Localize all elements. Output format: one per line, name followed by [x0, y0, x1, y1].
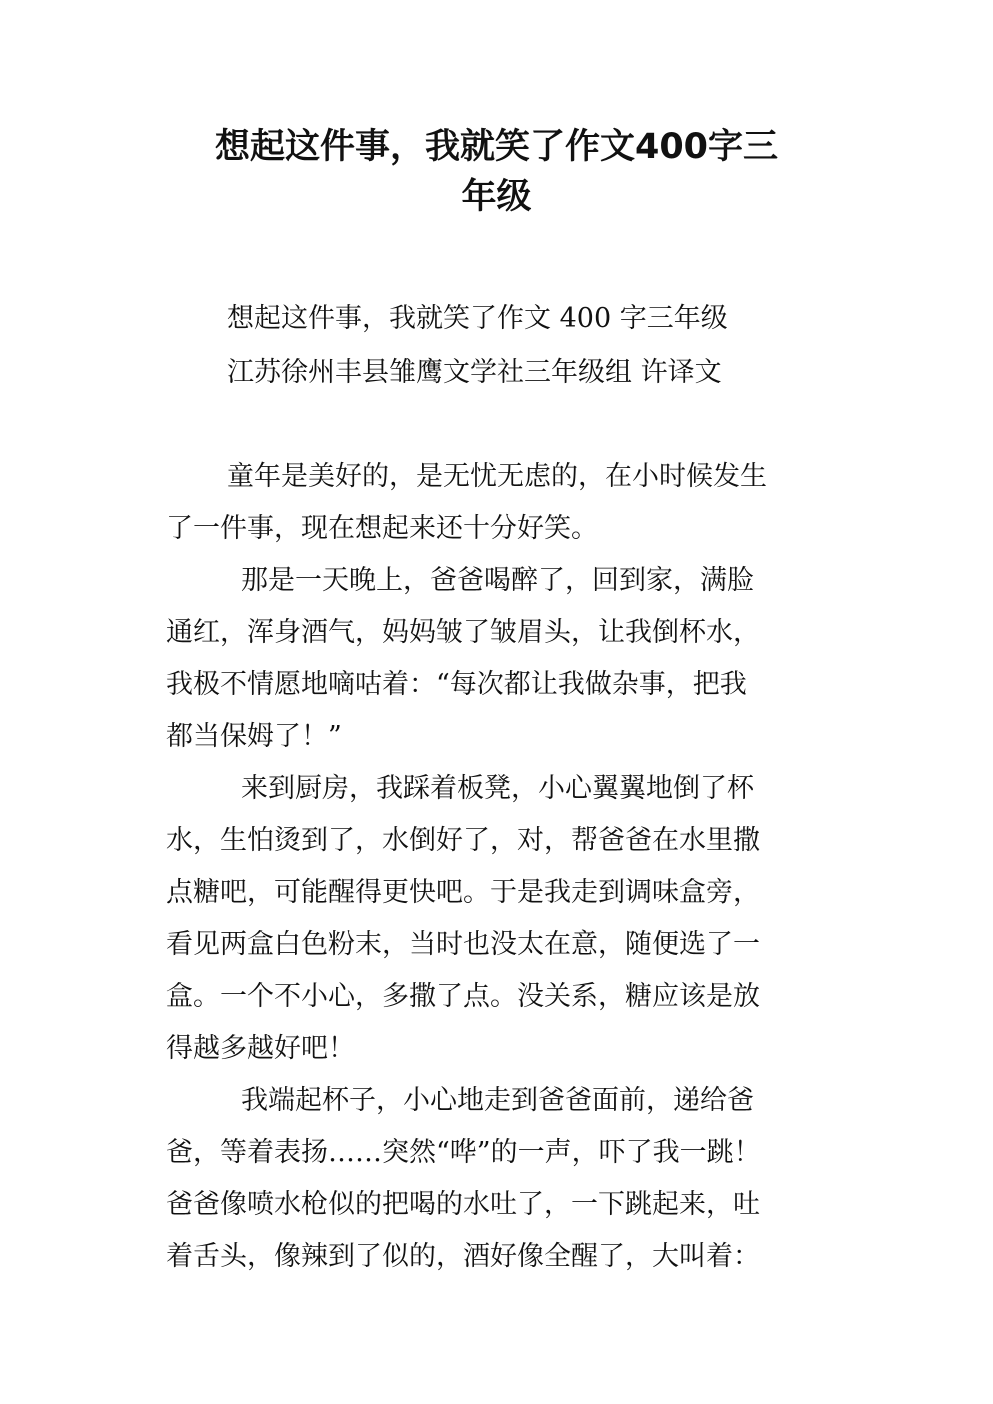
body-line: 通红，浑身酒气，妈妈皱了皱眉头，让我倒杯水， [166, 617, 760, 648]
title-line-2: 年级 [461, 177, 532, 217]
body-line: 看见两盒白色粉末，当时也没太在意，随便选了一 [166, 929, 760, 960]
title-line-1: 想起这件事，我就笑了作文400字三 [214, 127, 779, 167]
subtitle: 想起这件事，我就笑了作文 400 字三年级 [227, 303, 728, 334]
body-line: 了一件事，现在想起来还十分好笑。 [166, 513, 598, 544]
body-line: 盒。一个不小心，多撒了点。没关系，糖应该是放 [166, 981, 760, 1012]
body-line: 着舌头，像辣到了似的，酒好像全醒了，大叫着： [166, 1241, 760, 1272]
body-line: 我极不情愿地嘀咕着：“每次都让我做杂事，把我 [166, 669, 747, 700]
body-line: 来到厨房，我踩着板凳，小心翼翼地倒了杯 [241, 773, 754, 804]
body-line: 我端起杯子，小心地走到爸爸面前，递给爸 [241, 1085, 754, 1116]
body-line: 水，生怕烫到了，水倒好了，对，帮爸爸在水里撒 [166, 825, 760, 856]
body-line: 爸，等着表扬……突然“哗”的一声，吓了我一跳！ [166, 1137, 761, 1168]
body-line: 得越多越好吧！ [166, 1033, 355, 1064]
byline: 江苏徐州丰县雏鹰文学社三年级组 许译文 [227, 357, 722, 388]
body-line: 童年是美好的，是无忧无虑的，在小时候发生 [227, 461, 767, 492]
body-line: 爸爸像喷水枪似的把喝的水吐了，一下跳起来，吐 [166, 1189, 760, 1220]
body-line: 都当保姆了！” [166, 721, 342, 752]
body-line: 那是一天晚上，爸爸喝醉了，回到家，满脸 [241, 565, 754, 596]
document-title [120, 122, 873, 222]
body-line: 点糖吧，可能醒得更快吧。于是我走到调味盒旁， [166, 877, 760, 908]
